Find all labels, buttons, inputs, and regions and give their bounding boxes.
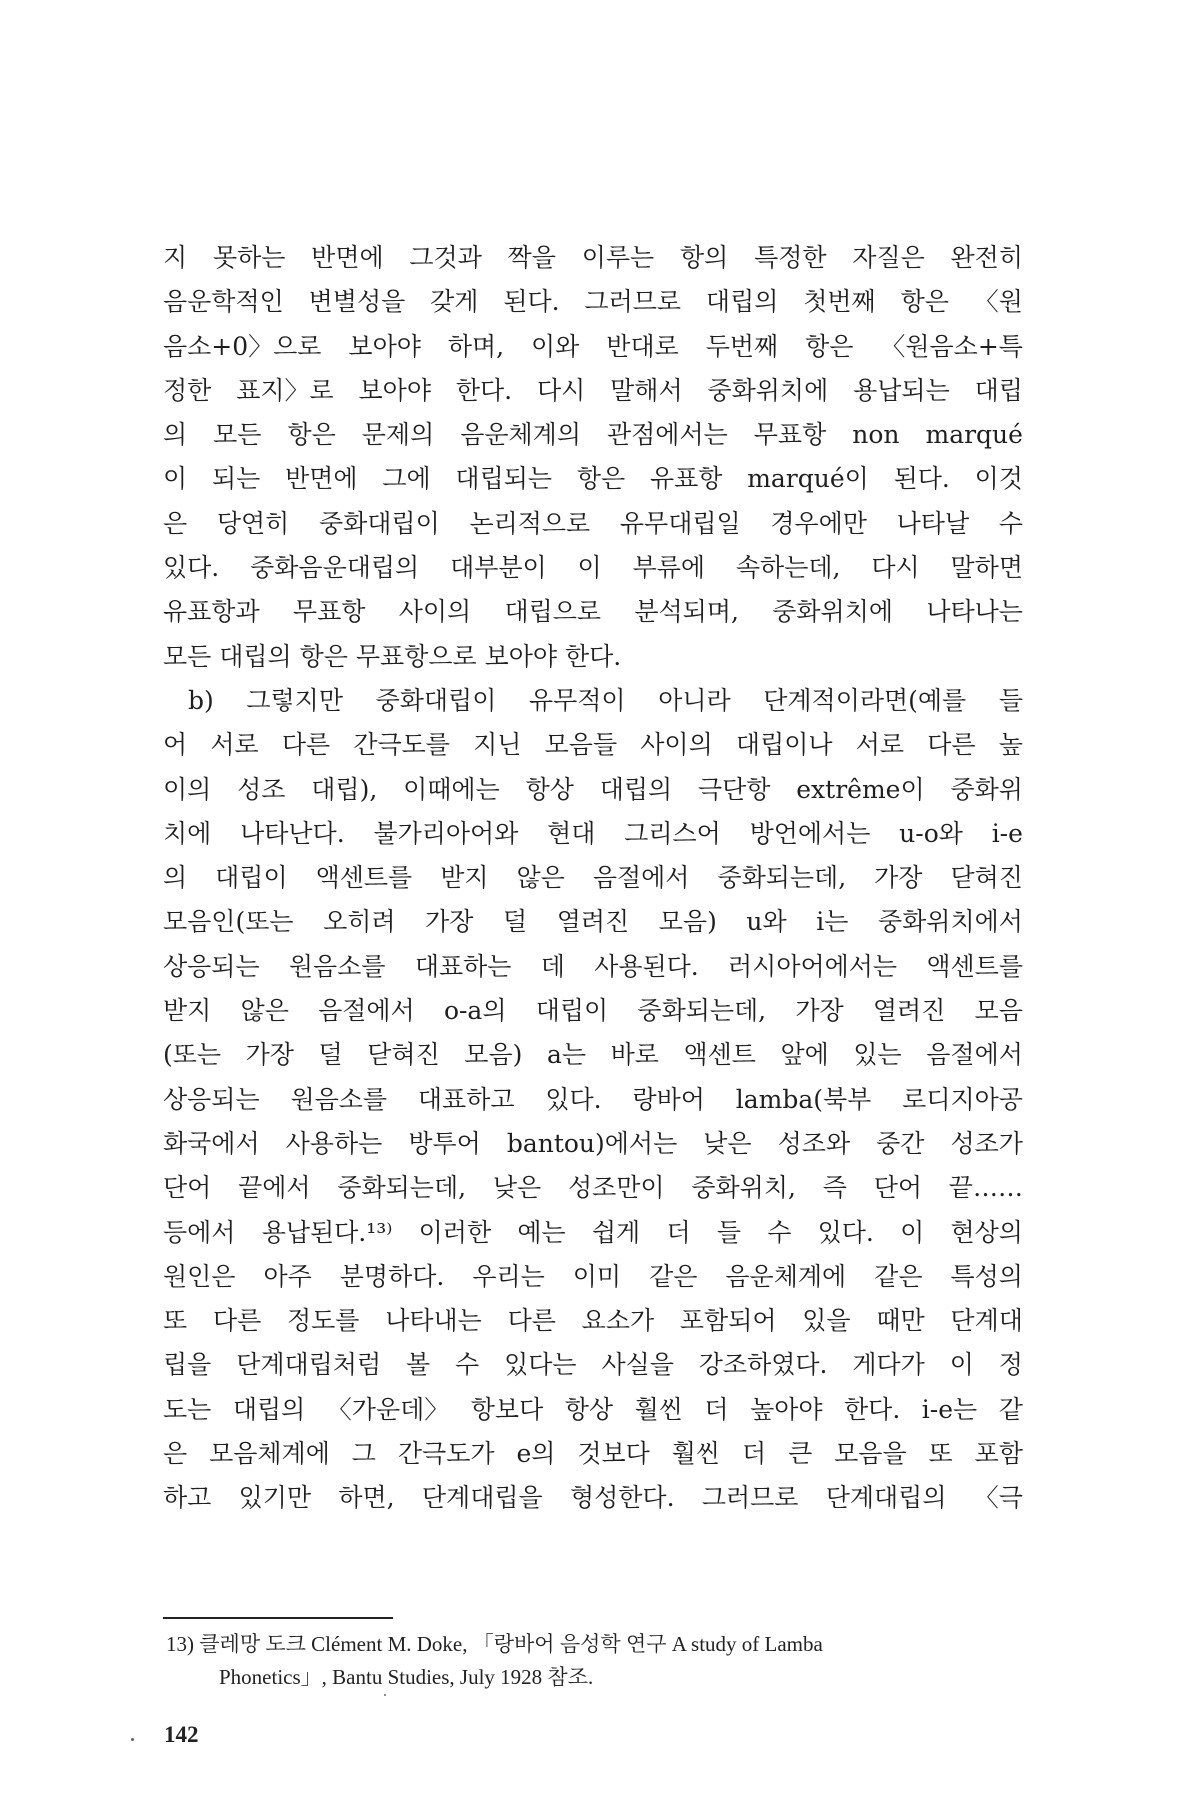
text-line: 원인은 아주 분명하다. 우리는 이미 같은 음운체계에 같은 특성의 [163,1261,1023,1291]
text-line: 단어 끝에서 중화되는데, 낮은 성조만이 중화위치, 즉 단어 끝…… [163,1173,1023,1203]
text-line: 유표항과 무표항 사이의 대립으로 분석되며, 중화위치에 나타나는 [163,597,1023,627]
text-line: 화국에서 사용하는 방투어 bantou)에서는 낮은 성조와 중간 성조가 [163,1128,1023,1158]
text-line: 음소+0〉으로 보아야 하며, 이와 반대로 두번째 항은 〈원음소+특 [163,331,1023,361]
text-line: 모든 대립의 항은 무표항으로 보아야 한다. [163,641,622,671]
text-line: 이의 성조 대립), 이때에는 항상 대립의 극단항 extrême이 중화위 [163,774,1023,804]
text-line: 음운학적인 변별성을 갖게 된다. 그러므로 대립의 첫번째 항은 〈원 [163,287,1023,317]
text-line: 받지 않은 음절에서 o-a의 대립이 중화되는데, 가장 열려진 모음 [163,996,1023,1026]
footnote-line-2: Phonetics」, Bantu Studies, July 1928 참조. [219,1665,594,1689]
footnote-line-1: 13) 클레망 도크 Clément M. Doke, 「랑바어 음성학 연구 A study of Lamba [166,1632,823,1656]
body-text [163,236,1023,1521]
text-line: 은 당연히 중화대립이 논리적으로 유무대립일 경우에만 나타날 수 [163,508,1023,538]
text-line: 하고 있기만 하면, 단계대립을 형성한다. 그러므로 단계대립의 〈극 [163,1483,1023,1513]
scan-speck [384,1694,386,1696]
text-line: 등에서 용납된다.¹³⁾ 이러한 예는 쉽게 더 들 수 있다. 이 현상의 [163,1217,1023,1247]
text-line: 립을 단계대립처럼 볼 수 있다는 사실을 강조하였다. 게다가 이 정 [163,1350,1023,1380]
footnote [166,1628,1026,1694]
text-line: 의 대립이 액센트를 받지 않은 음절에서 중화되는데, 가장 닫혀진 [163,863,1023,893]
scan-speck [131,1738,134,1741]
text-line: 은 모음체계에 그 간극도가 e의 것보다 훨씬 더 큰 모음을 또 포함 [163,1439,1023,1469]
text-line: 모음인(또는 오히려 가장 덜 열려진 모음) u와 i는 중화위치에서 [163,907,1023,937]
text-line: 이 되는 반면에 그에 대립되는 항은 유표항 marqué이 된다. 이것 [163,464,1023,494]
text-line: 어 서로 다른 간극도를 지닌 모음들 사이의 대립이나 서로 다른 높 [163,730,1023,760]
footnote-divider [163,1617,393,1619]
text-line: b) 그렇지만 중화대립이 유무적이 아니라 단계적이라면(예를 들 [163,685,1023,715]
text-line: 상응되는 원음소를 대표하는 데 사용된다. 러시아어에서는 액센트를 [163,951,1023,981]
page-number: 142 [164,1722,199,1747]
text-line: (또는 가장 덜 닫혀진 모음) a는 바로 액센트 앞에 있는 음절에서 [163,1040,1023,1070]
text-line: 도는 대립의 〈가운데〉 항보다 항상 훨씬 더 높아야 한다. i-e는 같 [163,1394,1023,1424]
text-line: 치에 나타난다. 불가리아어와 현대 그리스어 방언에서는 u-o와 i-e [163,818,1023,848]
text-line: 의 모든 항은 문제의 음운체계의 관점에서는 무표항 non marqué [163,420,1023,450]
text-line: 있다. 중화음운대립의 대부분이 이 부류에 속하는데, 다시 말하면 [163,553,1023,583]
text-line: 또 다른 정도를 나타내는 다른 요소가 포함되어 있을 때만 단계대 [163,1306,1023,1336]
text-line: 상응되는 원음소를 대표하고 있다. 랑바어 lamba(북부 로디지아공 [163,1084,1023,1114]
text-line: 정한 표지〉로 보아야 한다. 다시 말해서 중화위치에 용납되는 대립 [163,375,1023,405]
text-line: 지 못하는 반면에 그것과 짝을 이루는 항의 특정한 자질은 완전히 [163,243,1023,272]
